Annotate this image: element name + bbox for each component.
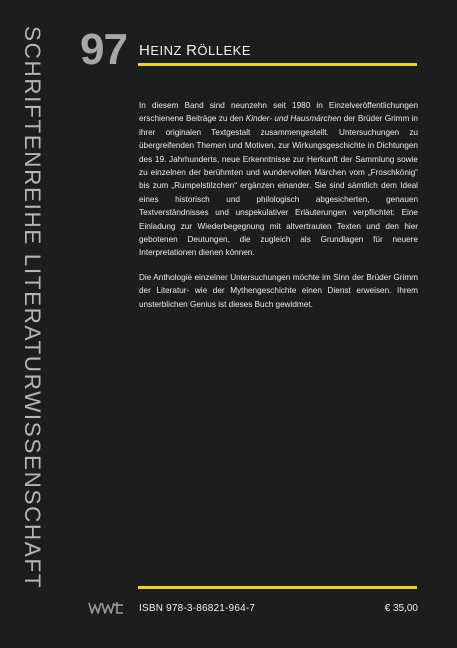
isbn: ISBN 978-3-86821-964-7 — [139, 603, 256, 614]
blurb-paragraph-2: Die Anthologie einzelner Untersuchungen möchte im Sinn der Brüder Grimm der Literatur- wie der Mythengeschichte einen Dienst erweisen. Ihrem unsterblichen Genius ist dieses Buch gewidmet. — [139, 272, 418, 309]
accent-rule-bottom — [138, 586, 417, 589]
series-title-vertical — [14, 26, 50, 624]
book-title-italic: Kinder- und Hausmärchen — [245, 114, 342, 124]
series-title: SCHRIFTENREIHE LITERATURWISSENSCHAFT — [20, 26, 45, 590]
author-name: HEINZ RÖLLEKE — [139, 42, 252, 59]
blurb-paragraph-1: In diesem Band sind neunzehn seit 1980 in Einzelveröffentlichungen erschienene Beiträge zu den Kinder- und Hausmärchen der Brüder Grimm in ihrer originalen Textgestalt zusammengestellt. Untersuchungen zu übergreifenden Themen und Motiven, zur Wirkungsgeschichte in Dichtungen des 19. Jahrhunderts, neue Erkenntnisse zur Herkunft der Sammlung sowie zu einzelnen der berühmten und wundervollen Märchen vom „Froschkönig“ bis zum „Rumpelstilzchen“ ergänzen einander. Sie sind sämtlich dem Ideal eines historisch und philologisch abgesicherten, genauen Textverständnisses und unspekulativer Erläuterungen verpflichtet: Eine Einladung zur Wiederbegegnung mit altvertrauten Texten und den hier gebotenen Deutungen, die zugleich als Grundlagen für neuere Interpretationen dienen können. — [139, 101, 418, 258]
blurb-text — [139, 99, 418, 322]
price: € 35,00 — [384, 603, 418, 614]
publisher-logo-icon — [87, 600, 127, 616]
accent-rule-top — [138, 63, 417, 66]
volume-number: 97 — [80, 25, 127, 74]
